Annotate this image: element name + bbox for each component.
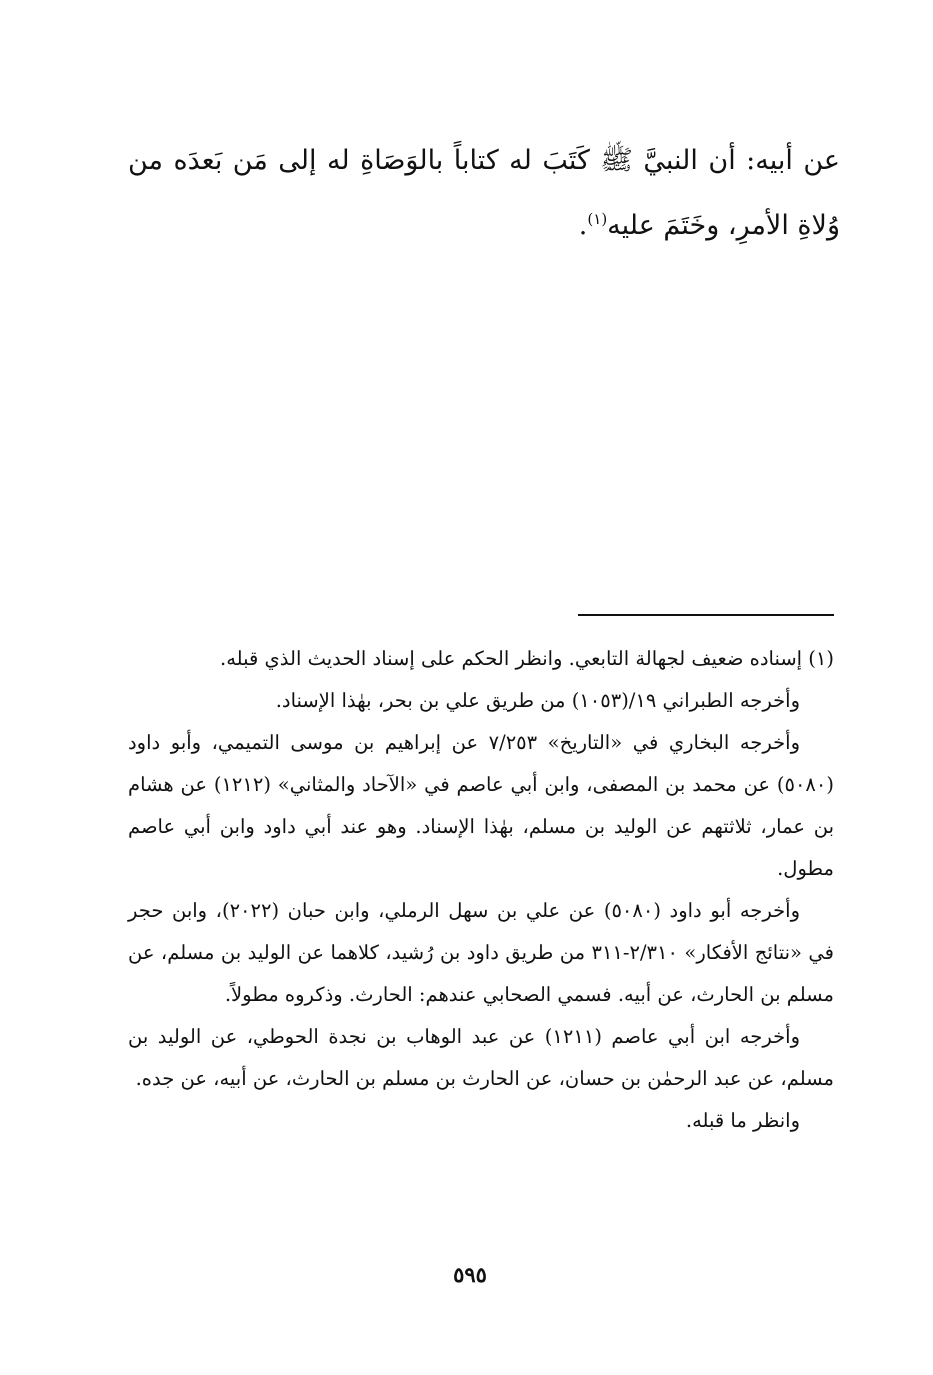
footnote-paragraph: (١) إسناده ضعيف لجهالة التابعي. وانظر الحكم على إسناد الحديث الذي قبله.: [220, 647, 834, 670]
footnote-reference: (١): [587, 210, 608, 228]
footnote-paragraph: وأخرجه أبو داود (٥٠٨٠) عن علي بن سهل الرملي، وابن حبان (٢٠٢٢)، وابن حجر في «نتائج الأفكار» ٢/٣١٠-٣١١ من طريق داود بن رُشيد، كلاهما عن الوليد بن مسلم، عن مسلم بن الحارث، عن أبيه. فسمي الصحابي عندهم: الحارث. وذكروه مطولاً.: [128, 899, 834, 1006]
footnotes-section: [128, 638, 834, 1142]
main-hadith-text: [128, 128, 840, 258]
footnote-divider: [578, 614, 834, 616]
footnote-paragraph: وأخرجه البخاري في «التاريخ» ٧/٢٥٣ عن إبراهيم بن موسى التميمي، وأبو داود (٥٠٨٠) عن محمد بن المصفى، وابن أبي عاصم في «الآحاد والمثاني» (١٢١٢) عن هشام بن عمار، ثلاثتهم عن الوليد بن مسلم، بهٰذا الإسناد. وهو عند أبي داود وابن أبي عاصم مطول.: [128, 731, 834, 880]
footnote-paragraph: وأخرجه ابن أبي عاصم (١٢١١) عن عبد الوهاب بن نجدة الحوطي، عن الوليد بن مسلم، عن عبد الرحمٰن بن حسان، عن الحارث بن مسلم بن الحارث، عن أبيه، عن جده.: [128, 1025, 834, 1090]
footnote-paragraph: وأخرجه الطبراني ١٩/(١٠٥٣) من طريق علي بن بحر، بهٰذا الإسناد.: [275, 689, 800, 712]
page-number: ٥٩٥: [453, 1262, 487, 1287]
hadith-body: عن أبيه: أن النبيَّ ﷺ كَتَبَ له كتاباً بالوَصَاةِ له إلى مَن بَعدَه من وُلاةِ الأمرِ، وخَتَمَ عليه: [128, 145, 840, 241]
hadith-end-punct: .: [578, 210, 588, 241]
footnote-paragraph: وانظر ما قبله.: [685, 1109, 800, 1132]
hadith-paragraph: [128, 128, 840, 258]
